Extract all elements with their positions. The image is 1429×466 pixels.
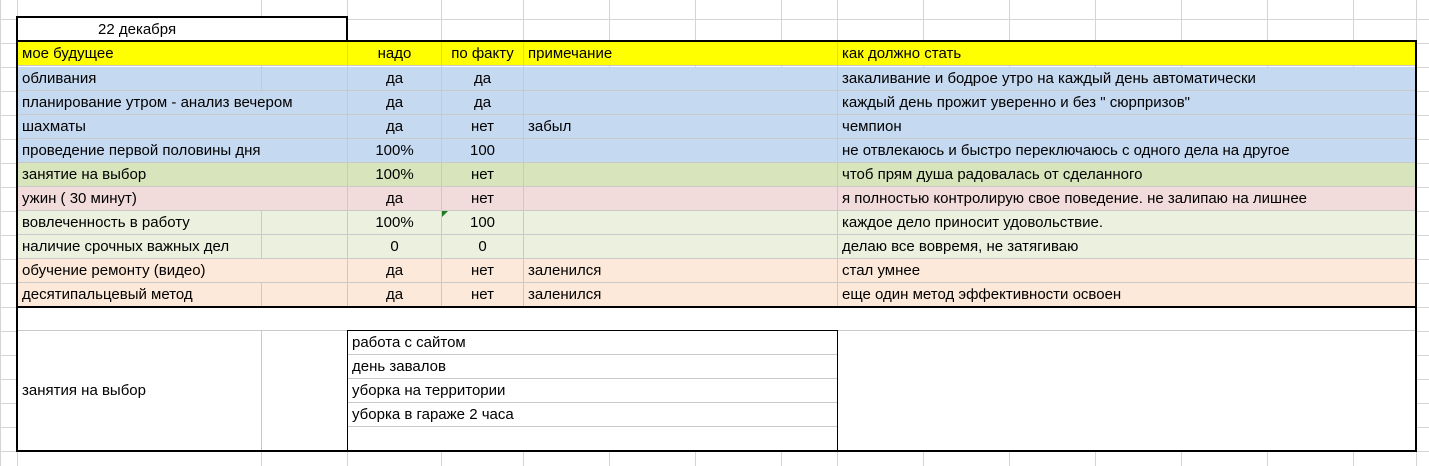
row-goal-cell[interactable]: стал умнее xyxy=(838,259,1416,283)
border xyxy=(16,16,18,452)
row-note-cell[interactable] xyxy=(524,139,838,163)
row-note-cell[interactable] xyxy=(524,67,838,91)
row-goal-cell[interactable]: я полностью контролирую свое поведение. не залипаю на лишнее xyxy=(838,187,1416,211)
header-my-future[interactable]: мое будущее xyxy=(18,42,348,66)
row-note-cell[interactable]: заленился xyxy=(524,259,838,283)
row-note-cell[interactable]: заленился xyxy=(524,283,838,307)
choice-item[interactable]: уборка на территории xyxy=(348,379,838,403)
row-goal-cell[interactable]: закаливание и бодрое утро на каждый день автоматически xyxy=(838,67,1416,91)
row-empty-cell[interactable] xyxy=(262,211,348,235)
row-need-cell[interactable]: да xyxy=(348,283,442,307)
row-note-cell[interactable] xyxy=(524,235,838,259)
border xyxy=(17,40,1417,42)
row-note-cell[interactable]: забыл xyxy=(524,115,838,139)
row-need-cell[interactable]: 100% xyxy=(348,163,442,187)
border xyxy=(16,450,1417,452)
empty-row[interactable] xyxy=(18,307,1416,331)
row-need-cell[interactable]: да xyxy=(348,67,442,91)
row-name-cell[interactable]: проведение первой половины дня xyxy=(18,139,348,163)
row-goal-cell[interactable]: каждый день прожит уверенно и без " сюрпризов" xyxy=(838,91,1416,115)
header-goal[interactable]: как должно стать xyxy=(838,42,1416,66)
error-indicator-icon xyxy=(442,211,448,217)
row-goal-cell[interactable]: чтоб прям душа радовалась от сделанного xyxy=(838,163,1416,187)
border xyxy=(347,330,348,451)
header-need[interactable]: надо xyxy=(348,42,442,66)
border xyxy=(17,16,347,18)
row-empty-cell[interactable] xyxy=(262,67,348,91)
row-name-cell[interactable]: обучение ремонту (видео) xyxy=(18,259,348,283)
row-need-cell[interactable]: 100% xyxy=(348,139,442,163)
row-name-cell[interactable]: обливания xyxy=(18,67,262,91)
row-goal-cell[interactable]: делаю все вовремя, не затягиваю xyxy=(838,235,1416,259)
row-name-cell[interactable]: десятипальцевый метод xyxy=(18,283,262,307)
border xyxy=(1415,40,1417,452)
row-fact-cell[interactable]: нет xyxy=(442,259,524,283)
border xyxy=(347,330,838,331)
row-fact-cell[interactable]: 0 xyxy=(442,235,524,259)
row-goal-cell[interactable]: чемпион xyxy=(838,115,1416,139)
row-need-cell[interactable]: 0 xyxy=(348,235,442,259)
row-name-cell[interactable]: вовлеченность в работу xyxy=(18,211,262,235)
choice-item[interactable]: день завалов xyxy=(348,355,838,379)
row-note-cell[interactable] xyxy=(524,91,838,115)
row-need-cell[interactable]: да xyxy=(348,115,442,139)
row-goal-cell[interactable]: каждое дело приносит удовольствие. xyxy=(838,211,1416,235)
header-fact[interactable]: по факту xyxy=(442,42,524,66)
row-goal-cell[interactable]: еще один метод эффективности освоен xyxy=(838,283,1416,307)
row-fact-cell[interactable]: да xyxy=(442,67,524,91)
row-fact-cell[interactable]: нет xyxy=(442,163,524,187)
row-fact-cell[interactable]: 100 xyxy=(442,139,524,163)
row-fact-cell[interactable]: нет xyxy=(442,187,524,211)
choice-right-area[interactable] xyxy=(838,331,1416,451)
header-note[interactable]: примечание xyxy=(524,42,838,66)
border xyxy=(837,330,838,451)
row-note-cell[interactable] xyxy=(524,163,838,187)
choice-spacer[interactable] xyxy=(262,331,348,451)
row-need-cell[interactable]: да xyxy=(348,259,442,283)
choice-label[interactable]: занятия на выбор xyxy=(18,331,262,451)
row-fact-cell[interactable]: нет xyxy=(442,115,524,139)
border xyxy=(16,306,1417,308)
border xyxy=(346,16,348,42)
choice-item[interactable]: уборка в гараже 2 часа xyxy=(348,403,838,427)
row-name-cell[interactable]: занятие на выбор xyxy=(18,163,348,187)
row-note-cell[interactable] xyxy=(524,187,838,211)
row-empty-cell[interactable] xyxy=(262,283,348,307)
row-need-cell[interactable]: 100% xyxy=(348,211,442,235)
row-empty-cell[interactable] xyxy=(262,235,348,259)
row-fact-cell[interactable]: да xyxy=(442,91,524,115)
choice-item[interactable]: работа с сайтом xyxy=(348,331,838,355)
row-note-cell[interactable] xyxy=(524,211,838,235)
row-name-cell[interactable]: наличие срочных важных дел xyxy=(18,235,262,259)
date-cell[interactable]: 22 декабря xyxy=(18,18,347,41)
row-name-cell[interactable]: планирование утром - анализ вечером xyxy=(18,91,348,115)
row-need-cell[interactable]: да xyxy=(348,91,442,115)
choice-empty[interactable] xyxy=(348,427,838,451)
row-fact-cell[interactable]: 100 xyxy=(442,211,524,235)
row-goal-cell[interactable]: не отвлекаюсь и быстро переключаюсь с одного дела на другое xyxy=(838,139,1416,163)
row-fact-cell[interactable]: нет xyxy=(442,283,524,307)
row-need-cell[interactable]: да xyxy=(348,187,442,211)
row-name-cell[interactable]: шахматы xyxy=(18,115,348,139)
row-name-cell[interactable]: ужин ( 30 минут) xyxy=(18,187,348,211)
